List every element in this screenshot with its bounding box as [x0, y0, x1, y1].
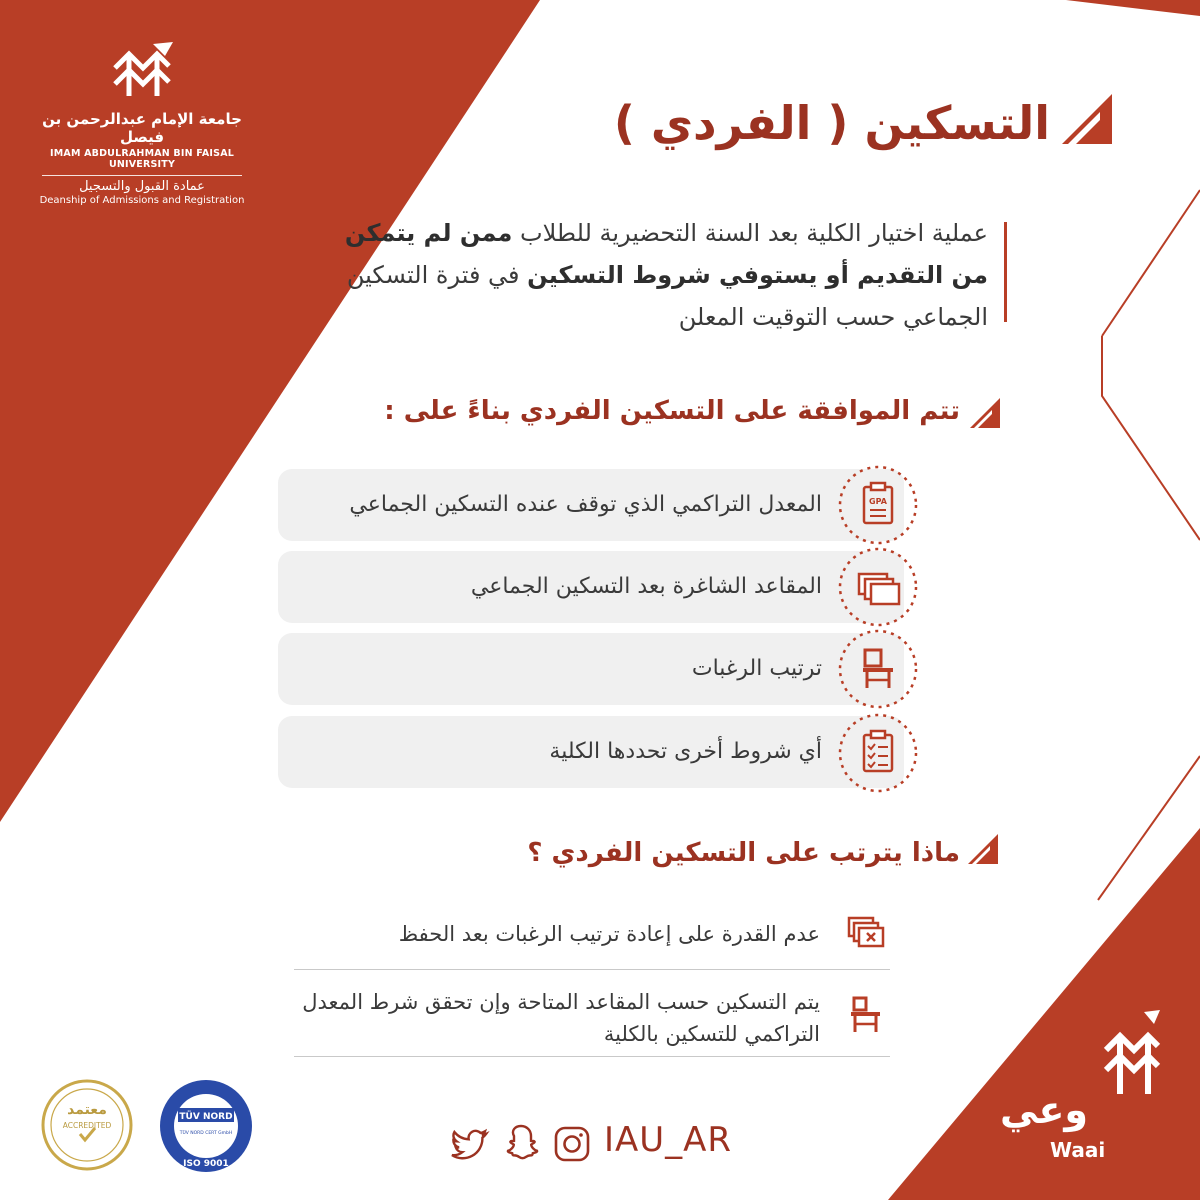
- waai-emblem-icon: [1100, 1010, 1162, 1096]
- university-emblem-icon: [107, 40, 177, 100]
- iso-label: ISO 9001: [183, 1159, 229, 1169]
- section-mark-icon: [970, 398, 1000, 428]
- accredited-badge: [40, 1078, 134, 1172]
- result-item: عدم القدرة على إعادة ترتيب الرغبات بعد الحفظ: [398, 922, 820, 946]
- gpa-icon-label: GPA: [869, 497, 887, 506]
- intro-paragraph: [328, 212, 988, 338]
- criteria-heading: تتم الموافقة على التسكين الفردي بناءً على :: [384, 396, 960, 426]
- result-item: يتم التسكين حسب المقاعد المتاحة وإن تحقق شرط المعدل التراكمي للتسكين بالكلية: [302, 990, 820, 1046]
- result-divider: [294, 969, 890, 970]
- criteria-text: المقاعد الشاغرة بعد التسكين الجماعي: [470, 574, 822, 599]
- twitter-icon[interactable]: [448, 1124, 490, 1166]
- criteria-text: المعدل التراكمي الذي توقف عنده التسكين الجماعي: [349, 492, 822, 517]
- results-heading: ماذا يترتب على التسكين الفردي ؟: [527, 838, 960, 868]
- intro-text-2: في فترة التسكين الجماعي حسب التوقيت المعلن: [346, 261, 988, 331]
- criteria-card-preferences: [278, 633, 904, 705]
- waai-logo-ar: وعي: [1000, 1088, 1089, 1132]
- university-name-en: IMAM ABDULRAHMAN BIN FAISAL UNIVERSITY: [50, 148, 234, 170]
- section-mark-icon: [968, 834, 998, 864]
- desk-icon: [846, 994, 886, 1034]
- tuv-top: TÜV NORD: [179, 1112, 233, 1122]
- snapchat-icon[interactable]: [500, 1122, 542, 1166]
- deanship-name-ar: عمادة القبول والتسجيل: [79, 179, 205, 194]
- university-logo: [22, 40, 262, 206]
- deanship-name-en: Deanship of Admissions and Registration: [39, 195, 245, 206]
- accredited-ar: معتمد: [67, 1102, 107, 1118]
- instagram-icon[interactable]: [552, 1124, 592, 1164]
- criteria-text: أي شروط أخرى تحددها الكلية: [549, 739, 822, 764]
- intro-text-1: عملية اختيار الكلية بعد السنة التحضيرية للطلاب: [512, 219, 988, 247]
- logo-divider: [42, 175, 242, 176]
- university-name-ar: جامعة الإمام عبدالرحمن بن فيصل: [42, 110, 242, 146]
- tuv-iso-badge: [158, 1078, 254, 1174]
- intro-text-bold: ممن لم يتمكن من التقديم أو يستوفي شروط التسكين: [344, 219, 988, 289]
- criteria-text: ترتيب الرغبات: [691, 656, 822, 681]
- seats-icon: [835, 544, 921, 630]
- criteria-card-seats: [278, 551, 904, 623]
- result-divider: [294, 1056, 890, 1057]
- waai-logo-en: Waai: [1050, 1138, 1106, 1162]
- checklist-icon: [835, 710, 921, 796]
- accredited-en: ACCREDITED: [62, 1121, 112, 1130]
- social-handle[interactable]: IAU_AR: [604, 1120, 733, 1160]
- desk-icon: [835, 626, 921, 712]
- tuv-mid: TÜV NORD CERT GmbH: [179, 1131, 233, 1136]
- criteria-card-gpa: [278, 469, 904, 541]
- criteria-card-other: [278, 716, 904, 788]
- page-title: التسكين ( الفردي ): [613, 96, 1050, 150]
- no-reorder-icon: [846, 912, 886, 952]
- gpa-icon: [835, 462, 921, 548]
- intro-accent-bar: [1004, 222, 1007, 322]
- title-corner-mark: [1062, 94, 1112, 144]
